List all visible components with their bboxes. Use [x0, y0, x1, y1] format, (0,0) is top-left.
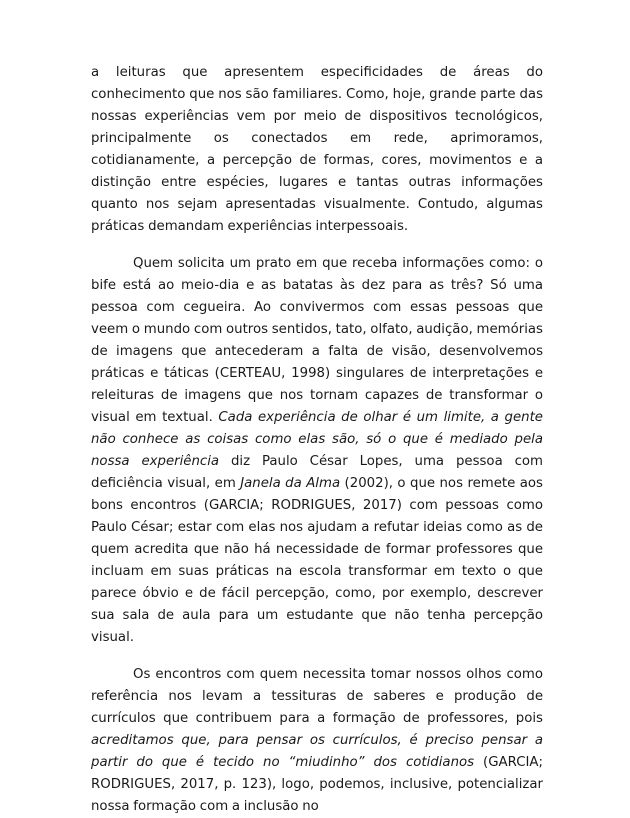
paragraph-2 [91, 253, 543, 649]
paragraph-3-text-a: Os encontros com quem necessita tomar nossos olhos como referência nos levam a tessituras de saberes e produção de currículos que contribuem para a formação de professores, pois [91, 667, 543, 726]
quote-garcia-rodrigues: acreditamos que, para pensar os currículos, é preciso pensar a partir do que é tecido no “miudinho” dos cotidianos [91, 733, 543, 770]
paragraph-3 [91, 664, 543, 818]
quote-paulo-cesar: Cada experiência de olhar é um limite, a gente não conhece as coisas como elas são, só o que é mediado pela nossa experiência [91, 410, 543, 469]
film-title: Janela da Alma [240, 476, 341, 491]
paragraph-2-text-c: (2002), o que nos remete aos bons encontros (GARCIA; RODRIGUES, 2017) com pessoas como Paulo César; estar com elas nos ajudam a refutar ideias como as de quem acredita que não há necessidade de formar professores que incluam em suas práticas na escola transformar em texto o que parece óbvio e de fácil percepção, como, por exemplo, descrever sua sala de aula para um estudante que não tenha percepção visual. [91, 476, 543, 645]
paragraph-2-text-b: diz Paulo César Lopes, uma pessoa com deficiência visual, em [91, 454, 544, 491]
body-text [91, 62, 543, 818]
paragraph-1-text: a leituras que apresentem especificidades de áreas do conhecimento que nos são familiares. Como, hoje, grande parte das nossas experiências vem por meio de dispositivos tecnológicos, principalmente os conectados em rede, aprimoramos, cotidianamente, a percepção de formas, cores, movimentos e a distinção entre espécies, lugares e tantas outras informações quanto nos sejam apresentadas visualmente. Contudo, algumas práticas demandam experiências interpessoais. [91, 65, 543, 234]
paragraph-3-text-b: (GARCIA; RODRIGUES, 2017, p. 123), logo, podemos, inclusive, potencializar nossa formação com a inclusão no [91, 755, 543, 814]
paragraph-2-text-a: Quem solicita um prato em que receba informações como: o bife está ao meio-dia e as batatas às dez para as três? Só uma pessoa com cegueira. Ao convivermos com essas pessoas que veem o mundo com outros sentidos, tato, olfato, audição, memórias de imagens que antecederam a falta de visão, desenvolvemos práticas e táticas (CERTEAU, 1998) singulares de interpretações e releituras de imagens que nos tornam capazes de transformar o visual em textual. [91, 256, 543, 425]
paragraph-1 [91, 62, 543, 238]
